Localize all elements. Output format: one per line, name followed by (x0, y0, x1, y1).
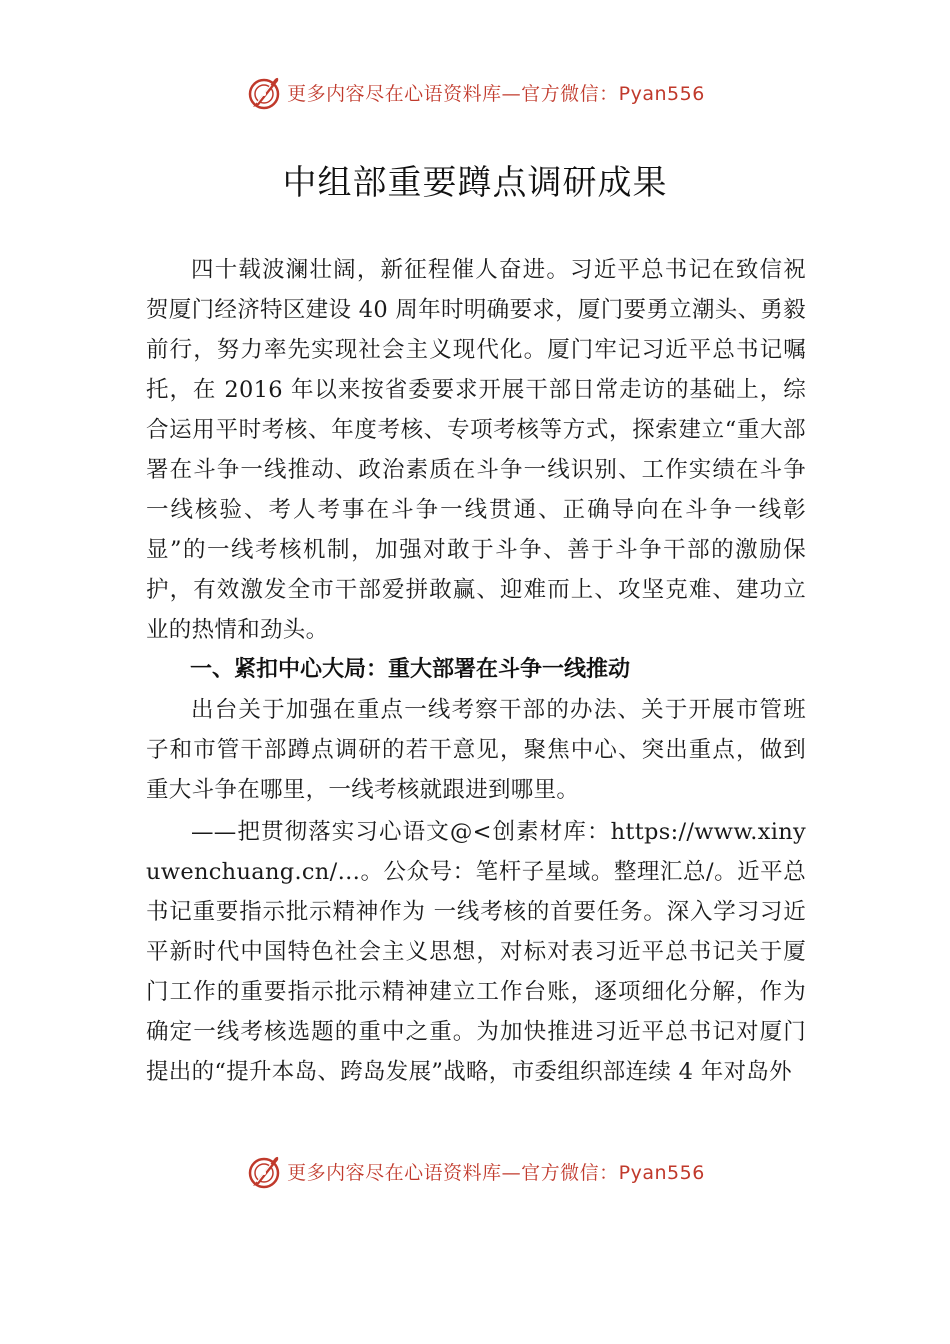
section-heading: 一、紧扣中心大局：重大部署在斗争一线推动 (190, 657, 631, 682)
watermark-text (287, 79, 705, 106)
section-paragraph-1: 出台关于加强在重点一线考察干部的办法、关于开展市管班子和市管干部蹲点调研的若干意见，聚焦中心、突出重点，做到重大斗争在哪里，一线考核就跟进到哪里。 (146, 697, 806, 803)
watermark-banner-bottom (0, 1151, 950, 1191)
watermark-banner-top (0, 72, 950, 112)
document-title: 中组部重要蹲点调研成果 (282, 163, 668, 203)
quill-pen-logo-icon (245, 73, 283, 111)
watermark-text (287, 1158, 705, 1185)
section-paragraph-2: ——把贯彻落实习心语文@<创素材库：https://www.xinyuwenchuang.cn/…。公众号：笔杆子星域。整理汇总/。近平总书记重要指示批示精神作为 一线考核的首要任务。深入学习习近平新时代中国特色社会主义思想，对标对表习近平总书记关于厦门工作的重要指示批示精神建立工作台账，逐项细化分解，作为确定一线考核选题的重中之重。为加快推进习近平总书记对厦门提出的“提升本岛、跨岛发展”战略，市委组织部连续 4 年对岛外 (146, 819, 806, 1085)
watermark-label: 更多内容尽在心语资料库—官方微信： (287, 82, 619, 105)
watermark-label: 更多内容尽在心语资料库—官方微信： (287, 1161, 619, 1184)
watermark-handle: Pyan556 (618, 82, 705, 105)
quill-pen-logo-icon (245, 1152, 283, 1190)
intro-paragraph: 四十载波澜壮阔，新征程催人奋进。习近平总书记在致信祝贺厦门经济特区建设 40 周年时明确要求，厦门要勇立潮头、勇毅前行，努力率先实现社会主义现代化。厦门牢记习近平总书记嘱托，在 2016 年以来按省委要求开展干部日常走访的基础上，综合运用平时考核、年度考核、专项考核等方式，探索建立“重大部署在斗争一线推动、政治素质在斗争一线识别、工作实绩在斗争一线核验、考人考事在斗争一线贯通、正确导向在斗争一线彰显”的一线考核机制，加强对敢于斗争、善于斗争干部的激励保护，有效激发全市干部爱拼敢赢、迎难而上、攻坚克难、建功立业的热情和劲头。 (146, 257, 806, 643)
document-body (146, 250, 806, 1092)
watermark-handle: Pyan556 (618, 1161, 705, 1184)
